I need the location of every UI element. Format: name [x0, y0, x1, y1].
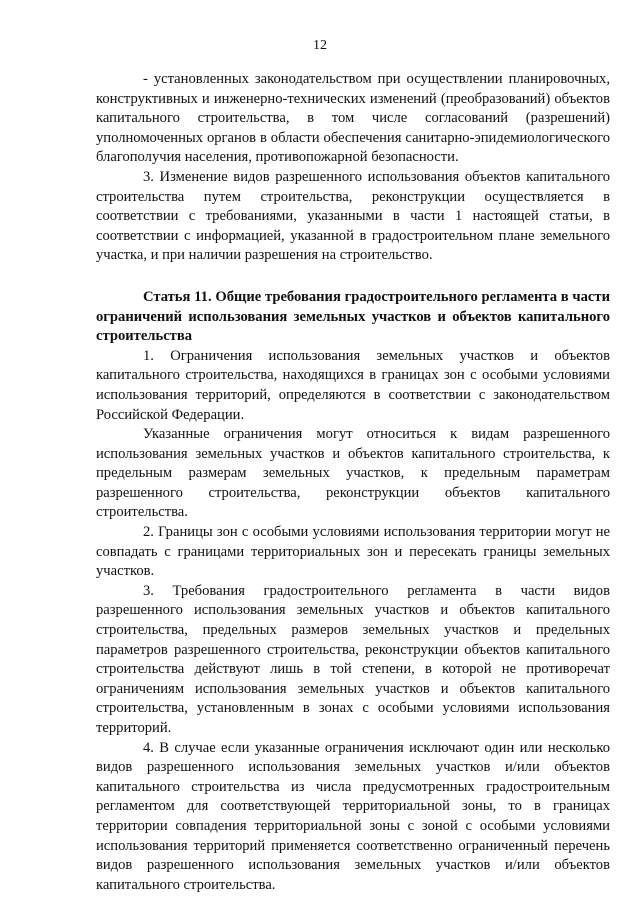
document-body — [96, 70, 610, 895]
paragraph-item-3-change-of-use: 3. Изменение видов разрешенного использования объектов капитального строительства путем строительства, реконструкции осуществляется в соответствии с требованиями, указанными в части 1 настоящей статьи, в соответствии с информацией, указанной в градостроительном плане земельного участка, и при наличии разрешения на строительство. — [96, 168, 610, 264]
paragraph-restrictions-scope: Указанные ограничения могут относиться к видам разрешенного использования земельных участков и объектов капитального строительства, к предельным размерам земельных участков, к предельным параметрам разрешенного строительства, реконструкции объектов капитального строительства. — [96, 426, 610, 521]
page-number: 12 — [313, 38, 327, 53]
paragraph-item-2-zone-boundaries: 2. Границы зон с особыми условиями использования территории могут не совпадать с границами территориальных зон и пересекать границы земельных участков. — [96, 524, 610, 580]
paragraph-item-4-excluded-uses: 4. В случае если указанные ограничения исключают один или несколько видов разрешенного использования земельных участков и/или объектов капитального строительства из числа предусмотренных градостроительным регламентом для соответствующей территориальной зоны, то в границах территории совпадения территориальной зоны с зоной с особыми условиями использования территорий применяется соответственно ограниченный перечень видов разрешенного использования земельных участков и/или объектов капитального строительства. — [96, 739, 610, 893]
paragraph-item-1-restrictions: 1. Ограничения использования земельных участков и объектов капитального строительства, находящихся в границах зон с особыми условиями использования территорий, определяются в соответствии с законодательством Российской Федерации. — [96, 347, 610, 423]
paragraph-item-3-regulation-requirements: 3. Требования градостроительного регламента в части видов разрешенного использования земельных участков и объектов капитального строительства, предельных размеров земельных участков и предельных параметров разрешенного строительства, реконструкции объектов капитального строительства действуют лишь в той степени, в которой не противоречат ограничениям использования земельных участков и объектов капитального строительства, установленным в зонах с особыми условиями использования территорий. — [96, 582, 610, 736]
paragraph-safety-approvals: - установленных законодательством при осуществлении планировочных, конструктивных и инженерно-технических изменений (преобразований) объектов капитального строительства, в том числе согласований (разрешений) уполномоченных органов в области обеспечения санитарно-эпидемиологического благополучия населения, противопожарной безопасности. — [96, 71, 610, 166]
article-11-heading: Статья 11. Общие требования градостроительного регламента в части ограничений использования земельных участков и объектов капитального строительства — [96, 288, 610, 345]
